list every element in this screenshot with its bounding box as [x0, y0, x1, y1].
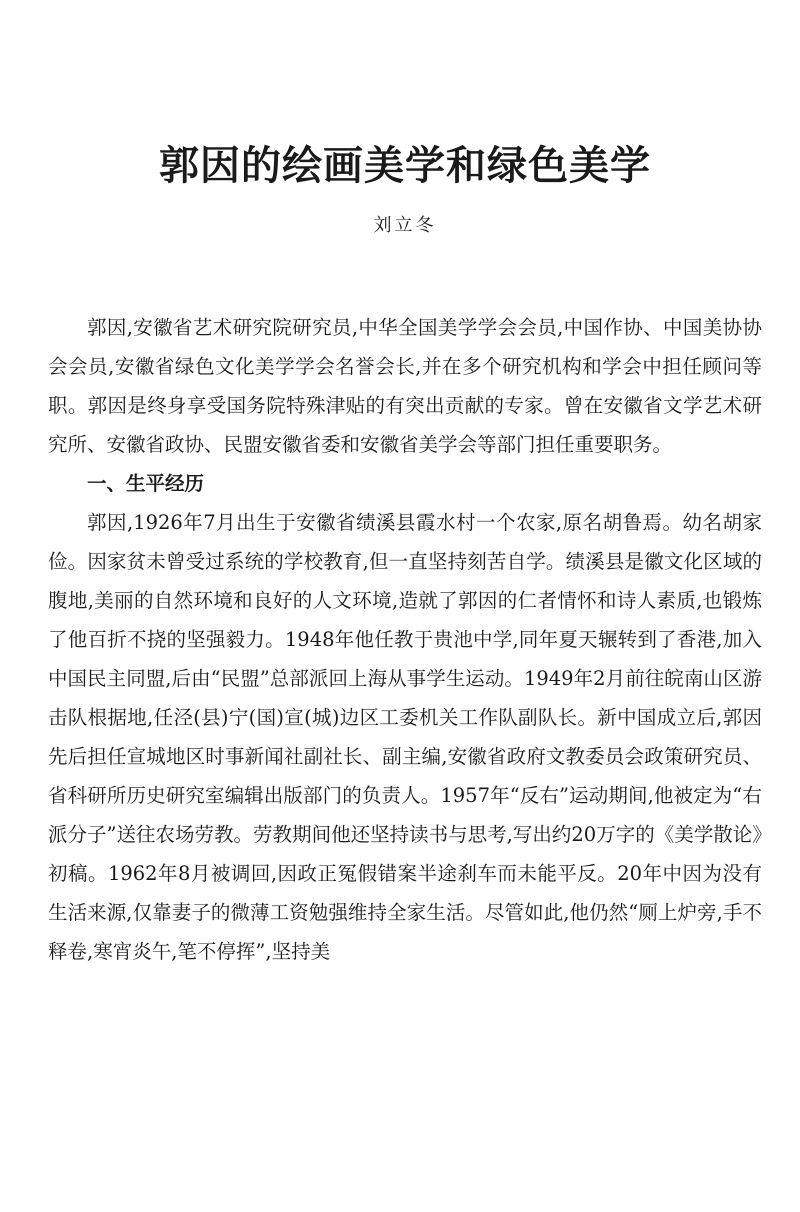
biography-paragraph: 郭因,1926年7月出生于安徽省绩溪县霞水村一个农家,原名胡鲁焉。幼名胡家俭。因家贫未曾受过系统的学校教育,但一直坚持刻苦自学。绩溪县是徽文化区域的腹地,美丽的自然环境和良好的人文环境,造就了郭因的仁者情怀和诗人素质,也锻炼了他百折不挠的坚强毅力。1948年他任教于贵池中学,同年夏天辗转到了香港,加入中国民主同盟,后由“民盟”总部派回上海从事学生运动。1949年2月前往皖南山区游击队根据地,任泾(县)宁(国)宣(城)边区工委机关工作队副队长。新中国成立后,郭因先后担任宣城地区时事新闻社副社长、副主编,安徽省政府文教委员会政策研究员、省科研所历史研究室编辑出版部门的负责人。1957年“反右”运动期间,他被定为“右派分子”送往农场劳教。劳教期间他还坚持读书与思考,写出约20万字的《美学散论》初稿。1962年8月被调回,因政正冤假错案半途刹车而未能平反。20年中因为没有生活来源,仅靠妻子的微薄工资勉强维持全家生活。尽管如此,他仍然“厕上炉旁,手不释卷,寒宵炎午,笔不停挥”,坚持美: [48, 511, 762, 963]
document-page: [0, 140, 800, 1212]
intro-paragraph: 郭因,安徽省艺术研究院研究员,中华全国美学学会会员,中国作协、中国美协协会会员,安徽省绿色文化美学学会名誉会长,并在多个研究机构和学会中担任顾问等职。郭因是终身享受国务院特殊津贴的有突出贡献的专家。曾在安徽省文学艺术研究所、安徽省政协、民盟安徽省委和安徽省美学会等部门担任重要职务。: [48, 316, 762, 456]
document-title: 郭因的绘画美学和绿色美学: [159, 142, 651, 189]
author-name: 刘立冬: [373, 215, 437, 236]
section-heading: 一、生平经历: [87, 472, 205, 495]
document-body: [48, 308, 762, 971]
